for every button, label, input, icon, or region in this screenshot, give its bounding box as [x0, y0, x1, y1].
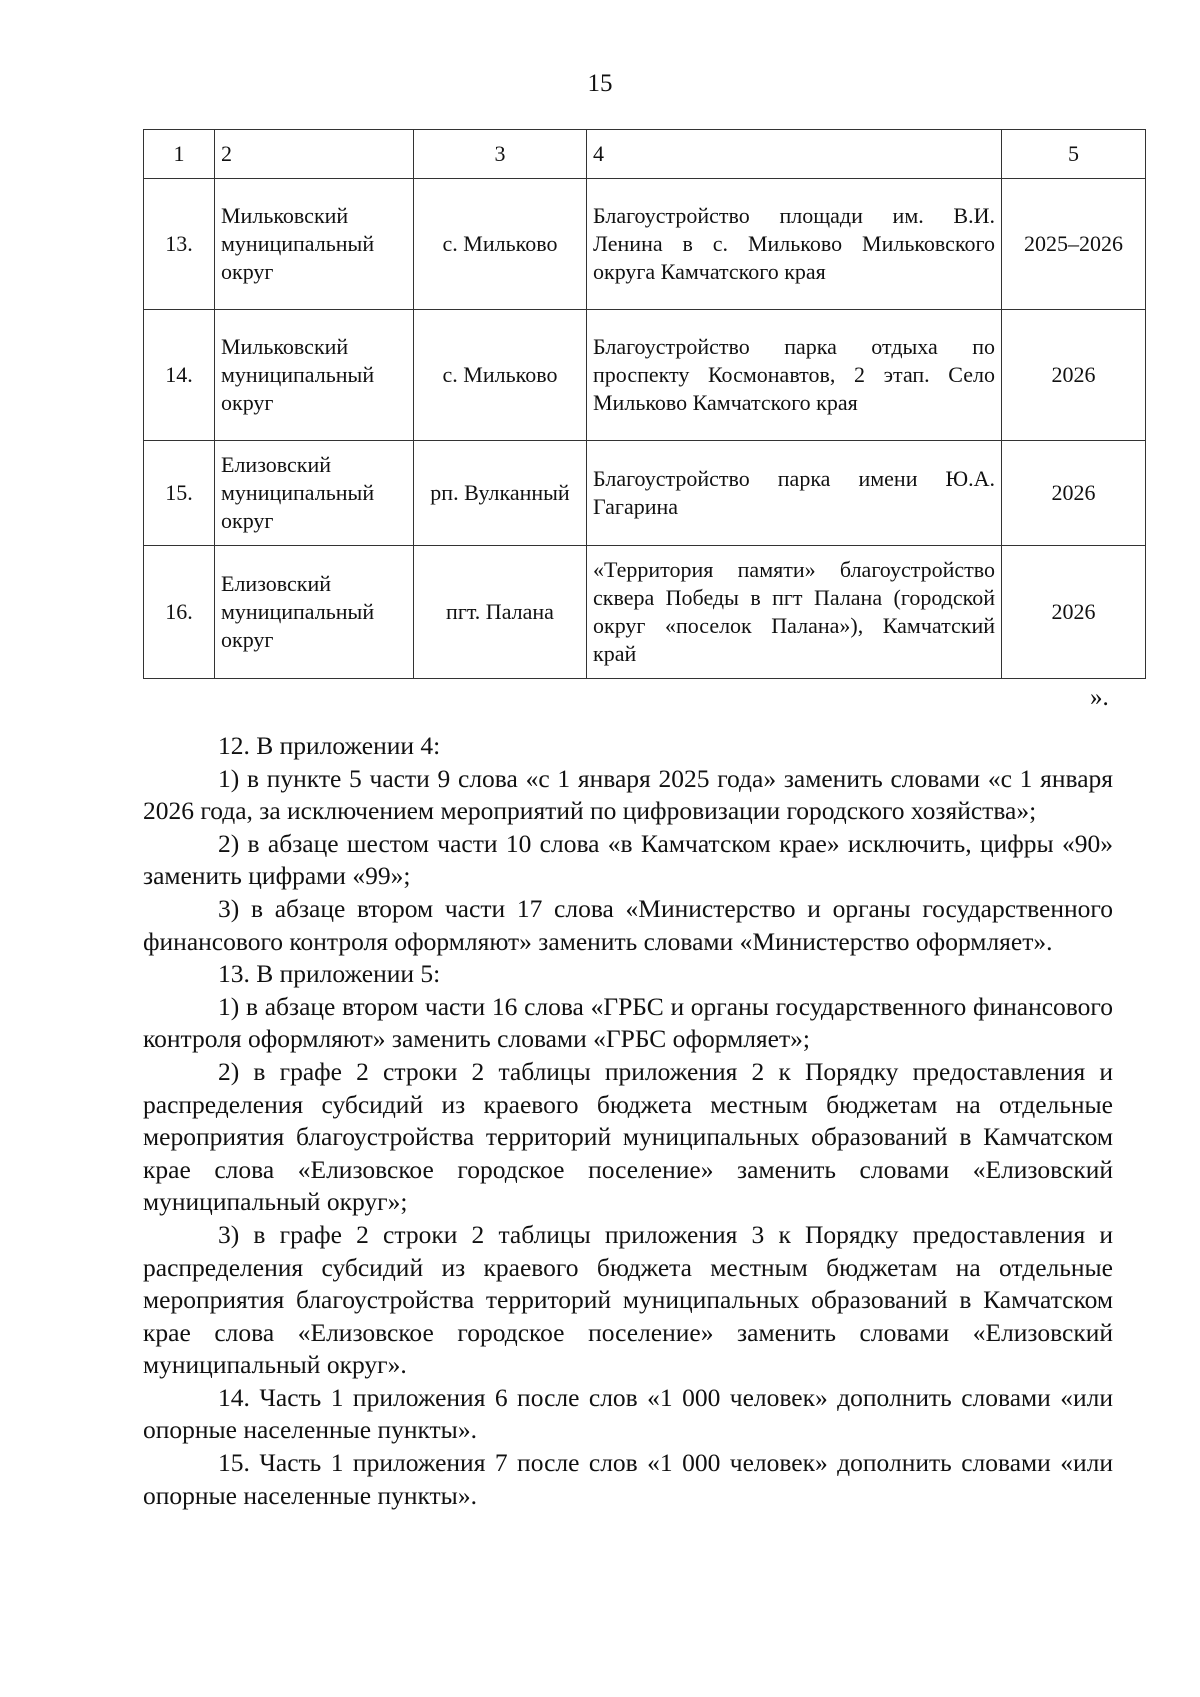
- project-cell: Благоустройство парка имени Ю.А. Гагарина: [587, 441, 1002, 546]
- paragraph: 2) в абзаце шестом части 10 слова «в Камчатском крае» исключить, цифры «90» заменить цифрами «99»;: [143, 828, 1113, 891]
- table-header-row: [144, 130, 1146, 179]
- table-row: [144, 310, 1146, 441]
- header-cell: 3: [414, 130, 587, 179]
- row-number: 14.: [144, 310, 215, 441]
- locality-cell: пгт. Палана: [414, 546, 587, 679]
- paragraph: 3) в абзаце втором части 17 слова «Министерство и органы государственного финансового контроля оформляют» заменить словами «Министерство оформляет».: [143, 893, 1113, 956]
- paragraph: 14. Часть 1 приложения 6 после слов «1 000 человек» дополнить словами «или опорные населенные пункты».: [143, 1382, 1113, 1445]
- paragraph: 2) в графе 2 строки 2 таблицы приложения 2 к Порядку предоставления и распределения субсидий из краевого бюджета местным бюджетам на отдельные мероприятия благоустройства территорий муниципальных образований в Камчатском крае слова «Елизовское городское поселение» заменить словами «Елизовский муниципальный округ»;: [143, 1056, 1113, 1217]
- project-cell: «Территория памяти» благоустройство сквера Победы в пгт Палана (городской округ «поселок Палана»), Камчатский край: [587, 546, 1002, 679]
- paragraph: 1) в абзаце втором части 16 слова «ГРБС и органы государственного финансового контроля оформляют» заменить словами «ГРБС оформляет»;: [143, 991, 1113, 1054]
- project-cell: Благоустройство парка отдыха по проспекту Космонавтов, 2 этап. Село Мильково Камчатского края: [587, 310, 1002, 441]
- paragraph: 12. В приложении 4:: [218, 731, 441, 760]
- district-cell: Мильковский муниципальный округ: [215, 310, 414, 441]
- project-cell: Благоустройство площади им. В.И. Ленина в с. Мильково Мильковского округа Камчатского края: [587, 179, 1002, 310]
- paragraph: 15. Часть 1 приложения 7 после слов «1 000 человек» дополнить словами «или опорные населенные пункты».: [143, 1448, 1113, 1510]
- amendments-text: [143, 730, 1113, 1512]
- paragraph: 13. В приложении 5:: [218, 959, 441, 989]
- table-row: [144, 441, 1146, 546]
- header-cell: 2: [215, 130, 414, 179]
- paragraph: 3) в графе 2 строки 2 таблицы приложения 3 к Порядку предоставления и распределения субсидий из краевого бюджета местным бюджетам на отдельные мероприятия благоустройства территорий муниципальных образований в Камчатском крае слова «Елизовское городское поселение» заменить словами «Елизовский муниципальный округ».: [143, 1219, 1113, 1380]
- row-number: 13.: [144, 179, 215, 310]
- row-number: 16.: [144, 546, 215, 679]
- header-cell: 4: [587, 130, 1002, 179]
- paragraph: 1) в пункте 5 части 9 слова «с 1 января 2025 года» заменить словами «с 1 января 2026 года, за исключением мероприятий по цифровизации городского хозяйства»;: [143, 763, 1113, 826]
- district-cell: Елизовский муниципальный округ: [215, 546, 414, 679]
- locality-cell: рп. Вулканный: [414, 441, 587, 546]
- page-number: 15: [587, 70, 613, 97]
- years-cell: 2026: [1002, 441, 1146, 546]
- table-row: [144, 546, 1146, 679]
- header-cell: 5: [1002, 130, 1146, 179]
- projects-table: [143, 129, 1146, 679]
- years-cell: 2026: [1002, 546, 1146, 679]
- district-cell: Мильковский муниципальный округ: [215, 179, 414, 310]
- years-cell: 2026: [1002, 310, 1146, 441]
- table-row: [144, 179, 1146, 310]
- row-number: 15.: [144, 441, 215, 546]
- locality-cell: с. Мильково: [414, 310, 587, 441]
- years-cell: 2025–2026: [1002, 179, 1146, 310]
- locality-cell: с. Мильково: [414, 179, 587, 310]
- district-cell: Елизовский муниципальный округ: [215, 441, 414, 546]
- header-cell: 1: [144, 130, 215, 179]
- closing-quote-mark: ».: [1090, 684, 1109, 711]
